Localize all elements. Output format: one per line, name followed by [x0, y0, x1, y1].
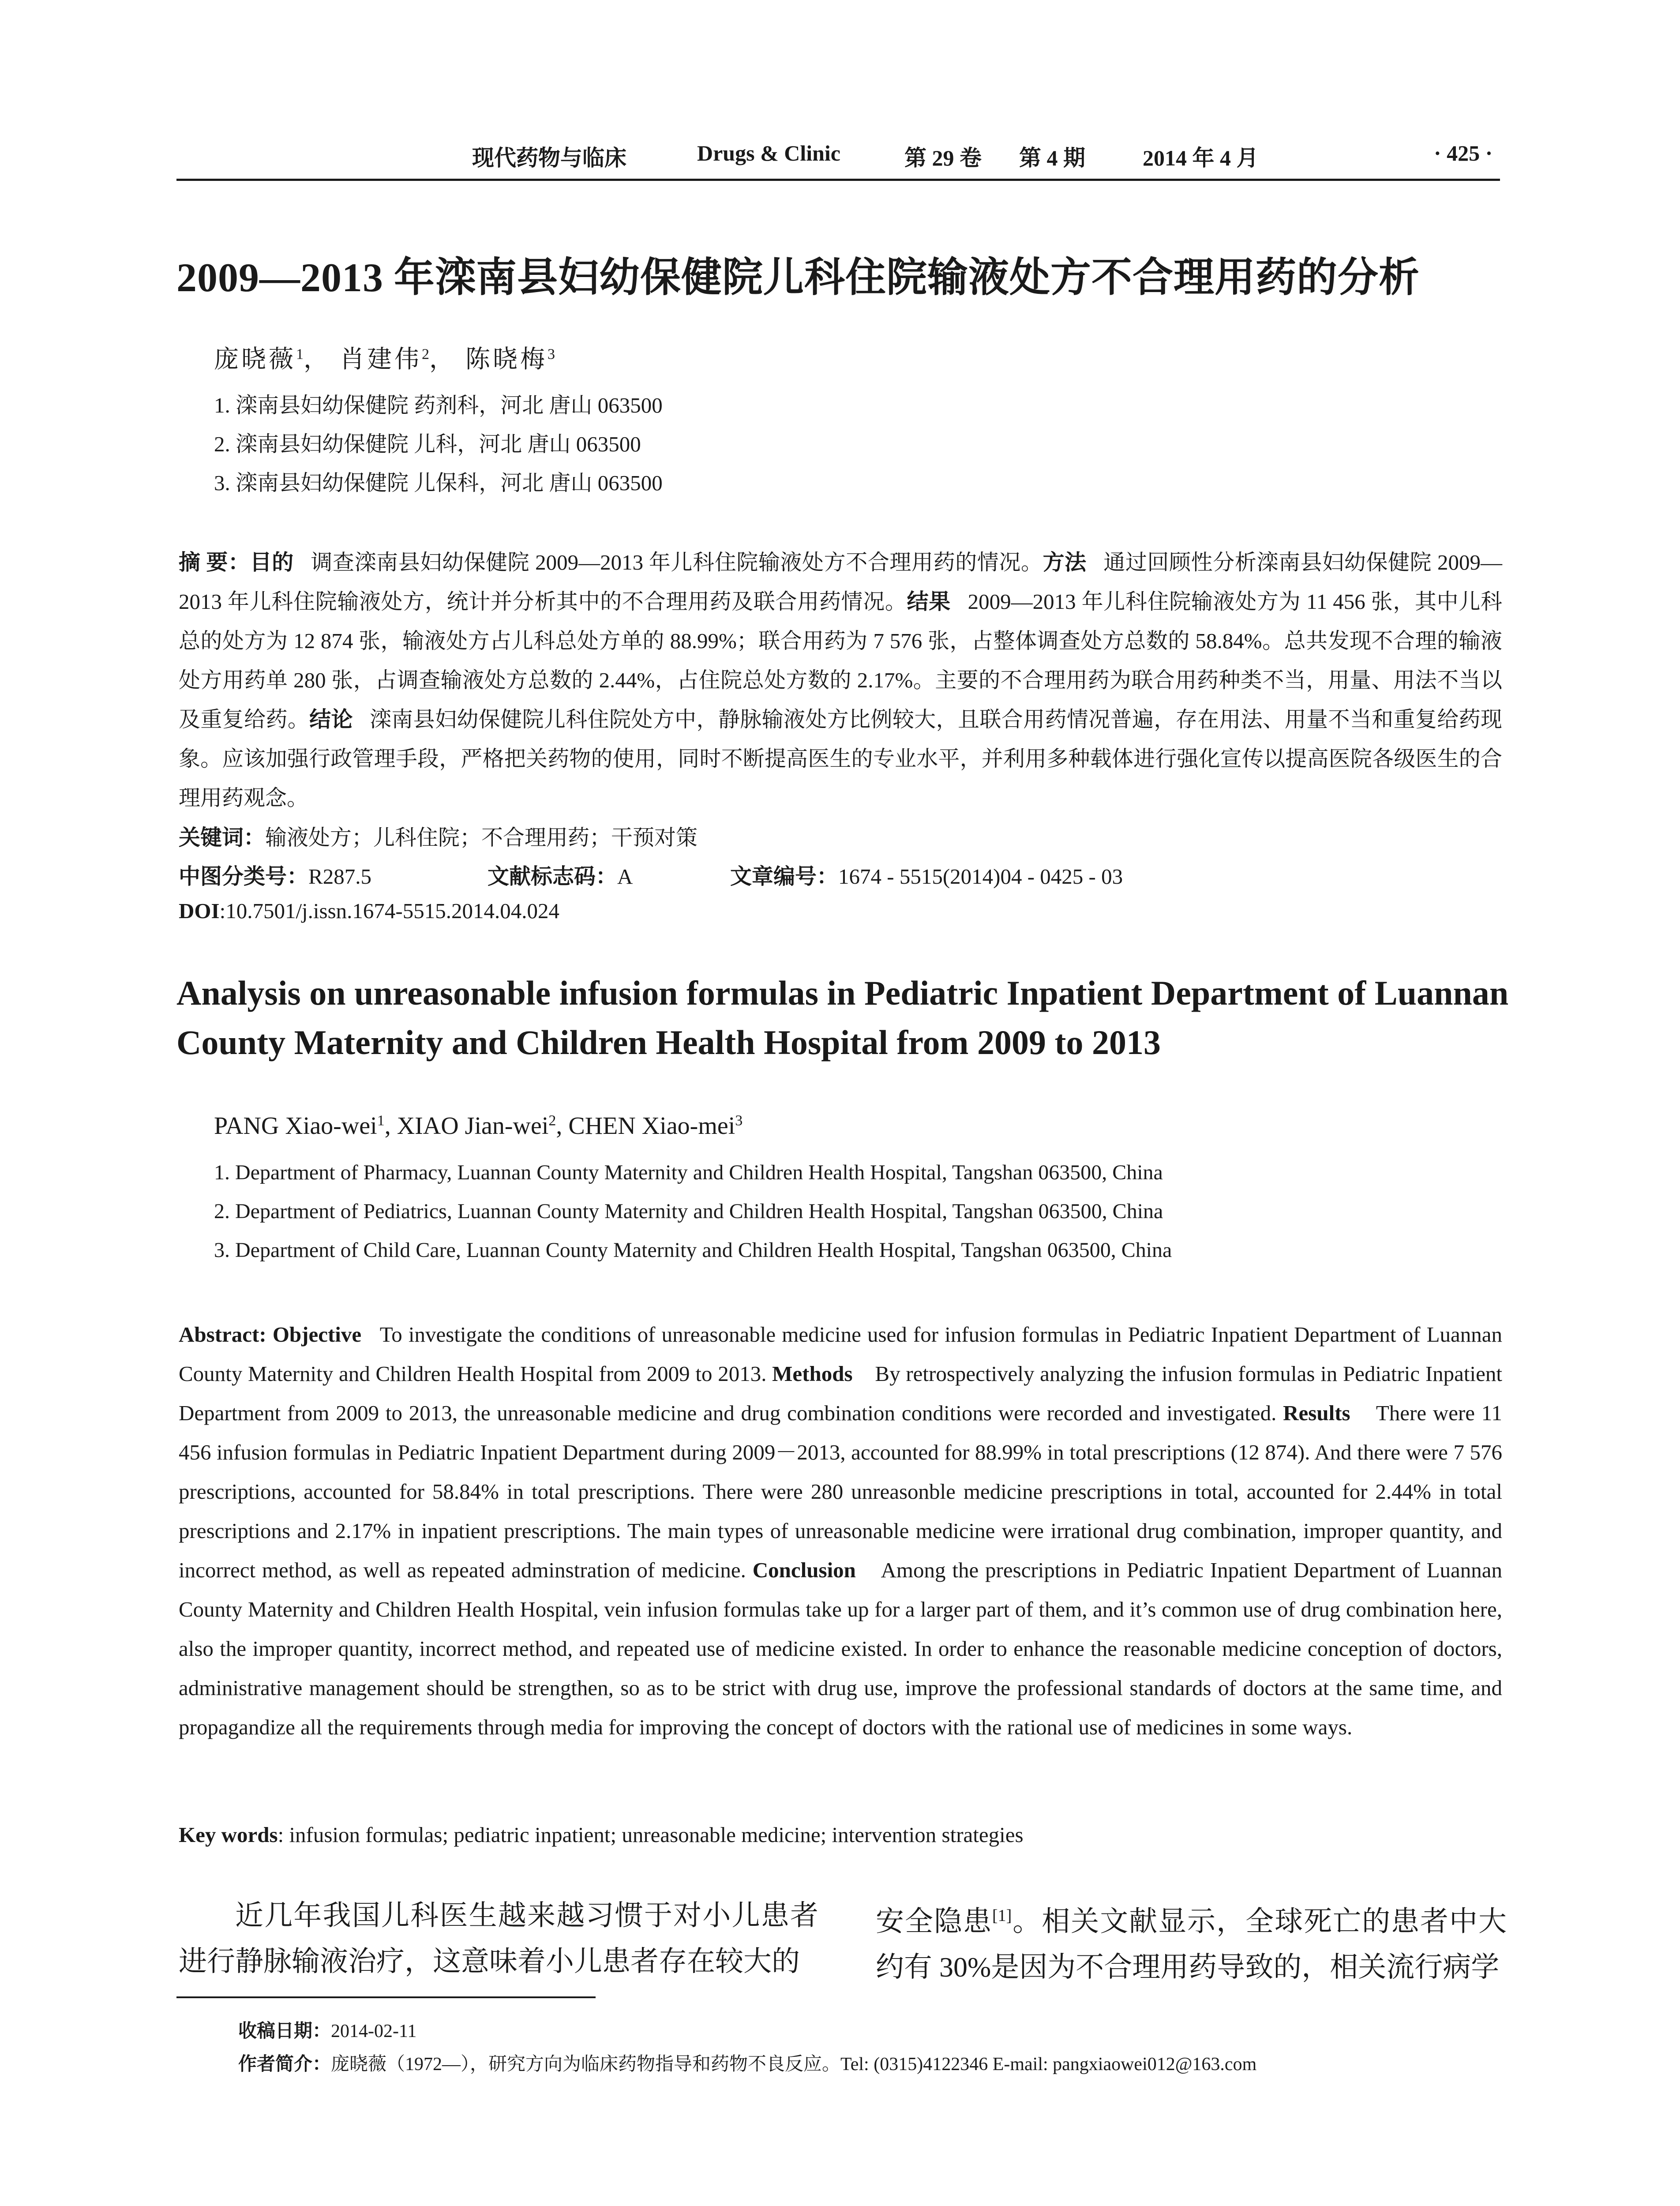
affiliation-cn: 3. 滦南县妇幼保健院 儿保科，河北 唐山 063500 [214, 471, 663, 495]
affiliation-cn: 2. 滦南县妇幼保健院 儿科，河北 唐山 063500 [214, 432, 641, 456]
abstract-label: 摘 要： [179, 550, 250, 574]
clc-value: R287.5 [308, 864, 371, 889]
title-cn: 2009—2013 年滦南县妇幼保健院儿科住院输液处方不合理用药的分析 [176, 255, 1420, 300]
doc-value: A [617, 864, 633, 889]
author-name-en: PANG Xiao-wei [214, 1112, 377, 1140]
methods-label: 方法 [1042, 550, 1087, 574]
article-number [730, 859, 1123, 890]
article-value: 1674 - 5515(2014)04 - 0425 - 03 [838, 864, 1123, 889]
doi-label: DOI [179, 899, 220, 923]
author-sup: 1 [296, 346, 304, 363]
received-label: 收稿日期： [238, 2021, 331, 2041]
conclusion-label: 结论 [309, 707, 353, 732]
body-text: 安全隐患 [876, 1906, 992, 1937]
citation-ref: [1] [992, 1906, 1012, 1925]
title-en: Analysis on unreasonable infusion formulas in Pediatric Inpatient Department of Luannan County Maternity and Children Health Hospital from 2009 to 2013 [176, 974, 1509, 1062]
issue-date: 2014 年 4 月 [1143, 146, 1259, 170]
affiliation-cn: 1. 滦南县妇幼保健院 药剂科，河北 唐山 063500 [214, 393, 663, 417]
header-rule [176, 179, 1500, 181]
author-sup: 2 [548, 1112, 556, 1129]
received-value: 2014-02-11 [331, 2021, 417, 2041]
volume: 第 29 卷 [904, 146, 982, 170]
received-date [238, 2016, 416, 2043]
doi-line [179, 898, 559, 923]
author-bio [238, 2049, 1256, 2076]
doi-value: :10.7501/j.issn.1674-5515.2014.04.024 [219, 899, 559, 923]
author-bio-label: 作者简介： [238, 2054, 331, 2075]
author-sup: 2 [422, 346, 429, 363]
objective-label: 目的 [250, 550, 294, 574]
keywords-label-en: Key words [179, 1823, 278, 1847]
issue: 第 4 期 [1019, 146, 1085, 170]
abstract-en [179, 1315, 1502, 1747]
footnote-rule [176, 1996, 596, 1998]
author-sup: 3 [735, 1112, 743, 1129]
results-text-en: There were 11 456 infusion formulas in Pediatric Inpatient Department during 2009－2013, accounted for 88.99% in total prescriptions (12 874). And there were 7 576 prescriptions, accounted for 58.84% in total prescriptions. There were 280 unreasonble medicine prescriptions in total, accounted for 2.44% in total prescriptions and 2.17% in inpatient prescriptions. The main types of unreasonable medicine were irrational drug combination, improper quantity, and incorrect method, as well as repeated adminstration of medicine. [179, 1401, 1502, 1582]
doc-label: 文献标志码： [488, 864, 618, 889]
clc-label: 中图分类号： [179, 864, 309, 889]
body-column-left [179, 1893, 818, 1985]
author-name: 肖建伟 [340, 346, 422, 373]
page-number: · 425 · [1434, 141, 1493, 165]
methods-text: 通过回顾性分析滦南县妇幼保健院 2009—2013 年儿科住院输液处方，统计并分析其中的不合理用药及联合用药情况。 [179, 550, 1502, 614]
keywords-en [179, 1822, 1024, 1847]
affiliation-en: 2. Department of Pediatrics, Luannan County Maternity and Children Health Hospital, Tangshan 063500, China [214, 1200, 1163, 1223]
affiliation-en: 3. Department of Child Care, Luannan County Maternity and Children Health Hospital, Tangshan 063500, China [214, 1238, 1172, 1262]
authors-en: PANG Xiao-wei$^1$, XIAO Jian-wei$^2$, CHEN Xiao-mei$^3$ [214, 1112, 743, 1140]
results-label: 结果 [907, 589, 951, 614]
author-name-en: CHEN Xiao-mei [568, 1112, 735, 1140]
abstract-label-en: Abstract: [179, 1322, 266, 1347]
conclusion-label-en: Conclusion [752, 1558, 856, 1582]
article-label: 文章编号： [730, 864, 839, 889]
journal-name-en: Drugs & Clinic [697, 141, 840, 165]
authors-cn: 庞晓薇$^1$， 肖建伟$^2$， 陈晓梅$^3$ [214, 346, 555, 373]
results-text: 2009—2013 年儿科住院输液处方为 11 456 张，其中儿科总的处方为 12 874 张，输液处方占儿科总处方单的 88.99%；联合用药为 7 576 张，占整体调查处方总数的 58.84%。总共发现不合理的输液处方用药单 280 张，占调查输液处方总数的 2.44%，占住院总处方数的 2.17%。主要的不合理用药为联合用药种类不当，用量、用法不当以及重复给药。 [179, 589, 1502, 732]
keywords-label: 关键词： [179, 825, 266, 850]
author-bio-text: 庞晓薇（1972—），研究方向为临床药物指导和药物不良反应。Tel: (0315)4122346 E-mail: pangxiaowei012@163.com [331, 2054, 1257, 2075]
author-name: 庞晓薇 [214, 346, 296, 373]
author-sup: 1 [377, 1112, 385, 1129]
classification-line [179, 859, 371, 890]
conclusion-text-en: Among the prescriptions in Pediatric Inpatient Department of Luannan County Maternity and Children Health Hospital, vein infusion formulas take up for a larger part of them, and it’s common use of drug combination here, also the improper quantity, incorrect method, and repeated use of medicine existed. In order to enhance the reasonable medicine conception of doctors, administrative management should be strengthen, so as to be strict with drug use, improve the professional standards of doctors at the same time, and propagandize all the requirements through media for improving the concept of doctors with the rational use of medicines in some ways. [179, 1558, 1503, 1739]
journal-name-cn: 现代药物与临床 [472, 146, 626, 170]
author-name-en: XIAO Jian-wei [397, 1112, 549, 1140]
objective-text: 调查滦南县妇幼保健院 2009—2013 年儿科住院输液处方不合理用药的情况。 [311, 550, 1043, 574]
body-text: 近几年我国儿科医生越来越习惯于对小儿患者进行静脉输液治疗，这意味着小儿患者存在较大的 [179, 1900, 818, 1977]
conclusion-text: 滦南县妇幼保健院儿科住院处方中，静脉输液处方比例较大，且联合用药情况普遍，存在用法、用量不当和重复给药现象。应该加强行政管理手段，严格把关药物的使用，同时不断提高医生的专业水平，并利用多种载体进行强化宣传以提高医院各级医生的合理用药观念。 [179, 707, 1502, 810]
objective-label-en: Objective [272, 1322, 362, 1347]
abstract-cn [179, 543, 1502, 818]
methods-label-en: Methods [772, 1362, 853, 1386]
keywords-text-en: : infusion formulas; pediatric inpatient; unreasonable medicine; intervention strategies [278, 1823, 1024, 1847]
doc-code [488, 859, 633, 890]
body-column-right [876, 1893, 1507, 1990]
running-header [176, 140, 1500, 176]
author-name: 陈晓梅 [465, 346, 548, 373]
keywords-text: 输液处方；儿科住院；不合理用药；干预对策 [265, 825, 698, 850]
objective-text-en: To investigate the conditions of unreasonable medicine used for infusion formulas in Pediatric Inpatient Department of Luannan County Maternity and Children Health Hospital from 2009 to 2013. [179, 1322, 1503, 1386]
author-sup: 3 [548, 346, 555, 363]
affiliation-en: 1. Department of Pharmacy, Luannan County Maternity and Children Health Hospital, Tangshan 063500, China [214, 1161, 1163, 1184]
keywords-cn [179, 821, 698, 852]
results-label-en: Results [1283, 1401, 1350, 1425]
body-text: 。相关文献显示，全球死亡的患者中大约有 30%是因为不合理用药导致的，相关流行病学 [876, 1906, 1507, 1983]
methods-text-en: By retrospectively analyzing the infusion formulas in Pediatric Inpatient Department from 2009 to 2013, the unreasonable medicine and drug combination conditions were recorded and investigated. [179, 1362, 1503, 1425]
